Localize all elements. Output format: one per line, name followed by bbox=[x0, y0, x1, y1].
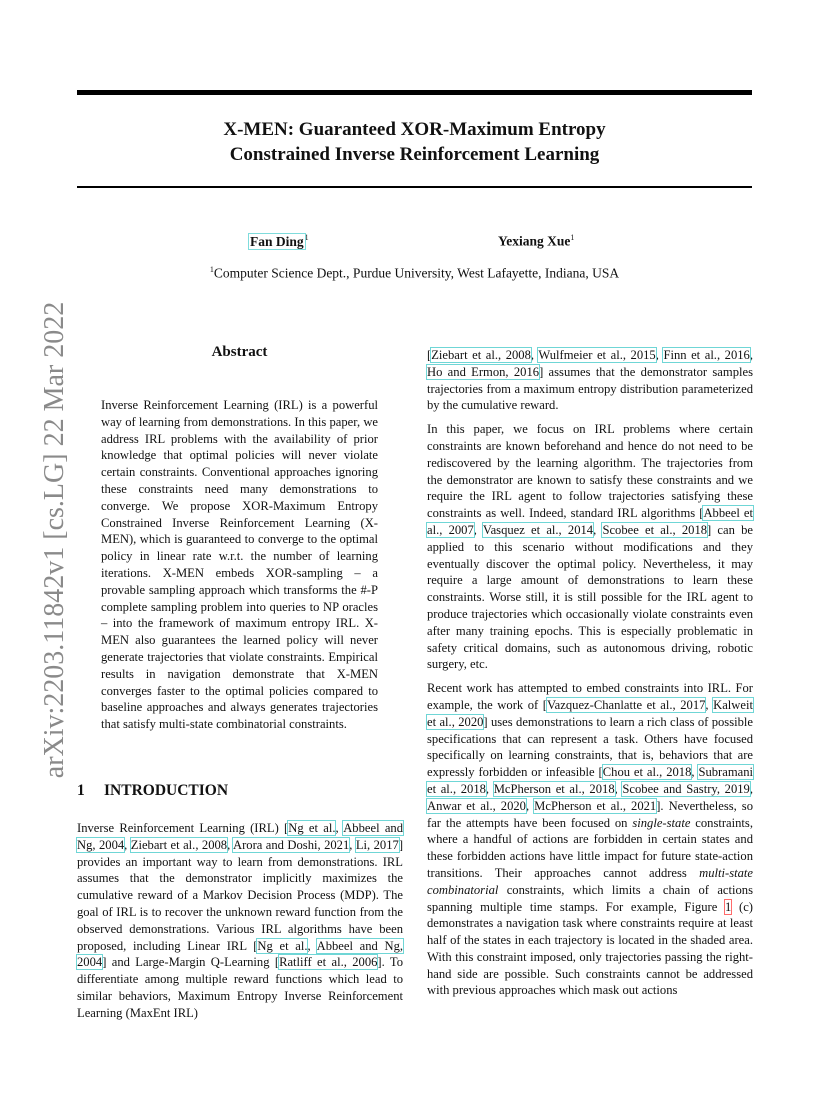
citation-link[interactable]: Ho and Ermon, 2016 bbox=[427, 364, 540, 379]
section-title: INTRODUCTION bbox=[104, 782, 229, 799]
title-rule bbox=[77, 186, 752, 188]
citation-link[interactable]: McPherson et al., 2021 bbox=[534, 798, 657, 813]
affiliation-text: Computer Science Dept., Purdue University, West Lafayette, Indiana, USA bbox=[213, 265, 620, 281]
top-rule bbox=[77, 90, 752, 95]
citation-link[interactable]: Finn et al., 2016 bbox=[663, 348, 750, 362]
citation-link[interactable]: Vasquez et al., 2014 bbox=[482, 522, 594, 537]
section-number: 1 bbox=[77, 782, 85, 799]
citation-link[interactable]: Ziebart et al., 2008 bbox=[431, 348, 531, 362]
author-affil-mark: 1 bbox=[570, 233, 575, 242]
paragraph: Inverse Reinforcement Learning (IRL) [Ng et al., Abbeel and Ng, 2004, Ziebart et al., 2008, Arora and Doshi, 2021, Li, 2017] provides an important way to learn from demonstrations. IRL assumes that the demonstrator implicitly maximizes the cumulative reward of a Markov Decision Process (MDP). The goal of IRL is to recover the unknown reward function from the observed demonstrations. Various IRL algorithms have been proposed, including Linear IRL [Ng et al., Abbeel and Ng, 2004] and Large-Margin Q-Learning [Ratliff et al., 2006]. To differentiate among multiple reward functions which lead to similar behaviors, Maximum Entropy Inverse Reinforcement Learning (MaxEnt IRL) bbox=[77, 821, 404, 1020]
emphasis: single-state bbox=[632, 815, 691, 830]
left-column-intro bbox=[77, 820, 403, 1029]
citation-link[interactable]: Subramani et al., 2018 bbox=[427, 765, 754, 796]
author-affil-mark: 1 bbox=[304, 233, 309, 242]
citation-link[interactable]: Wulfmeier et al., 2015 bbox=[538, 348, 656, 362]
citation-link[interactable]: Abbeel and Ng, 2004 bbox=[77, 821, 404, 852]
title-line-1: X-MEN: Guaranteed XOR-Maximum Entropy bbox=[223, 119, 606, 140]
citation-link[interactable]: Ng et al. bbox=[288, 821, 336, 835]
abstract-heading: Abstract bbox=[211, 344, 268, 360]
citation-link[interactable]: Abbeel and Ng, 2004 bbox=[77, 938, 404, 970]
citation-link[interactable]: Ratliff et al., 2006 bbox=[279, 955, 378, 970]
right-column bbox=[427, 347, 753, 1006]
citation-link[interactable]: Kalweit et al., 2020 bbox=[427, 697, 753, 729]
citation-link[interactable]: Scobee and Sastry, 2019 bbox=[622, 781, 750, 796]
paragraph: Recent work has attempted to embed constraints into IRL. For example, the work of [Vazquez-Chanlatte et al., 2017, Kalweit et al., 2020] uses demonstrations to learn a rich class of possible specifications that can represent a task. Others have focused specifically on learning constraints, that is, behaviors that are expressly forbidden or infeasible [Chou et al., 2018, Subramani et al., 2018, McPherson et al., 2018, Scobee and Sastry, 2019, Anwar et al., 2020, McPherson et al., 2021]. Nevertheless, so far the attempts have been focused on single-state constraints, where a handful of actions are forbidden in certain states and these forbidden actions have little impact for future state-action transitions. Their approaches cannot address multi-state combinatorial constraints, which limits a chain of actions spanning multiple time stamps. For example, Figure 1 (c) demonstrates a navigation task where constraints require at least half of the states in each trajectory is located in the shaded area. With this constraint imposed, only trajectories passing the right-hand side are possible. Such constraints cannot be addressed with previous approaches which mask out actions bbox=[427, 681, 754, 998]
abstract-body: Inverse Reinforcement Learning (IRL) is a powerful way of learning from demonstrations. In this paper, we address IRL problems with the availability of prior knowledge that optimal policies will never violate certain constraints. Conventional approaches ignoring these constraints need many demonstrations to converge. We propose XOR-Maximum Entropy Constrained Inverse Reinforcement Learning (X-MEN), which is guaranteed to converge to the optimal policy in linear rate w.r.t. the number of learning iterations. X-MEN embeds XOR-sampling – a provable sampling approach which transforms the #-P complete sampling problem into queries to NP oracles – into the framework of maximum entropy IRL. X-MEN also guarantees the learned policy will never generate trajectories that violate constraints. Empirical results in navigation demonstrate that X-MEN converges faster to the optimal policies compared to baseline approaches and always generates trajectories that satisfy multi-state combinatorial constraints. bbox=[101, 398, 378, 732]
paper-title bbox=[77, 117, 752, 167]
citation-link[interactable]: Anwar et al., 2020 bbox=[427, 798, 526, 813]
title-line-2: Constrained Inverse Reinforcement Learning bbox=[229, 144, 600, 165]
author-name[interactable]: Fan Ding bbox=[250, 233, 304, 249]
paragraph: In this paper, we focus on IRL problems where certain constraints are known beforehand and hence do not need to be rediscovered by the learning algorithm. The trajectories from the demonstrator are known to satisfy these constraints and we require the IRL agent to follow trajectories satisfying these constraints as well. Indeed, standard IRL algorithms [Abbeel et al., 2007, Vasquez et al., 2014, Scobee et al., 2018] can be applied to this scenario without modifications and they eventually discover the optimal policy. Nevertheless, it may require a large amount of demonstrations to learn these constraints. Worse still, it is still possible for the IRL agent to produce trajectories which occasionally violate constraints even after many training epochs. This is especially problematic in safety critical domains, such as autonomous driving, robotic surgery, etc. bbox=[427, 422, 753, 672]
citation-link[interactable]: Vazquez-Chanlatte et al., 2017 bbox=[546, 697, 706, 712]
figure-reference-link[interactable]: 1 bbox=[725, 899, 732, 914]
section-heading-introduction bbox=[77, 782, 228, 800]
arxiv-stamp-text: arXiv:2203.11842v1 [cs.LG] 22 Mar 2022 bbox=[39, 301, 70, 779]
citation-link[interactable]: Arora and Doshi, 2021 bbox=[232, 837, 350, 852]
citation-link[interactable]: Chou et al., 2018 bbox=[602, 765, 692, 780]
affiliation bbox=[77, 265, 752, 282]
citation-link[interactable]: Ziebart et al., 2008 bbox=[130, 837, 228, 852]
citation-link[interactable]: Abbeel et al., 2007 bbox=[427, 506, 753, 537]
emphasis: multi-state combinatorial bbox=[427, 865, 753, 897]
author-yexiang-xue bbox=[498, 233, 574, 250]
citation-link[interactable]: Ng et al. bbox=[257, 938, 308, 953]
citation-link[interactable]: Li, 2017 bbox=[355, 837, 399, 852]
citation-link[interactable]: McPherson et al., 2018 bbox=[493, 781, 615, 796]
affiliation-mark: 1 bbox=[209, 265, 214, 274]
paragraph: [Ziebart et al., 2008, Wulfmeier et al., 2015, Finn et al., 2016, Ho and Ermon, 2016] assumes that the demonstrator samples trajectories from a maximum entropy distribution parameterized by the cumulative reward. bbox=[427, 348, 754, 413]
author-name: Yexiang Xue bbox=[498, 233, 571, 249]
citation-link[interactable]: Scobee et al., 2018 bbox=[602, 522, 708, 537]
author-fan-ding[interactable] bbox=[249, 233, 309, 250]
